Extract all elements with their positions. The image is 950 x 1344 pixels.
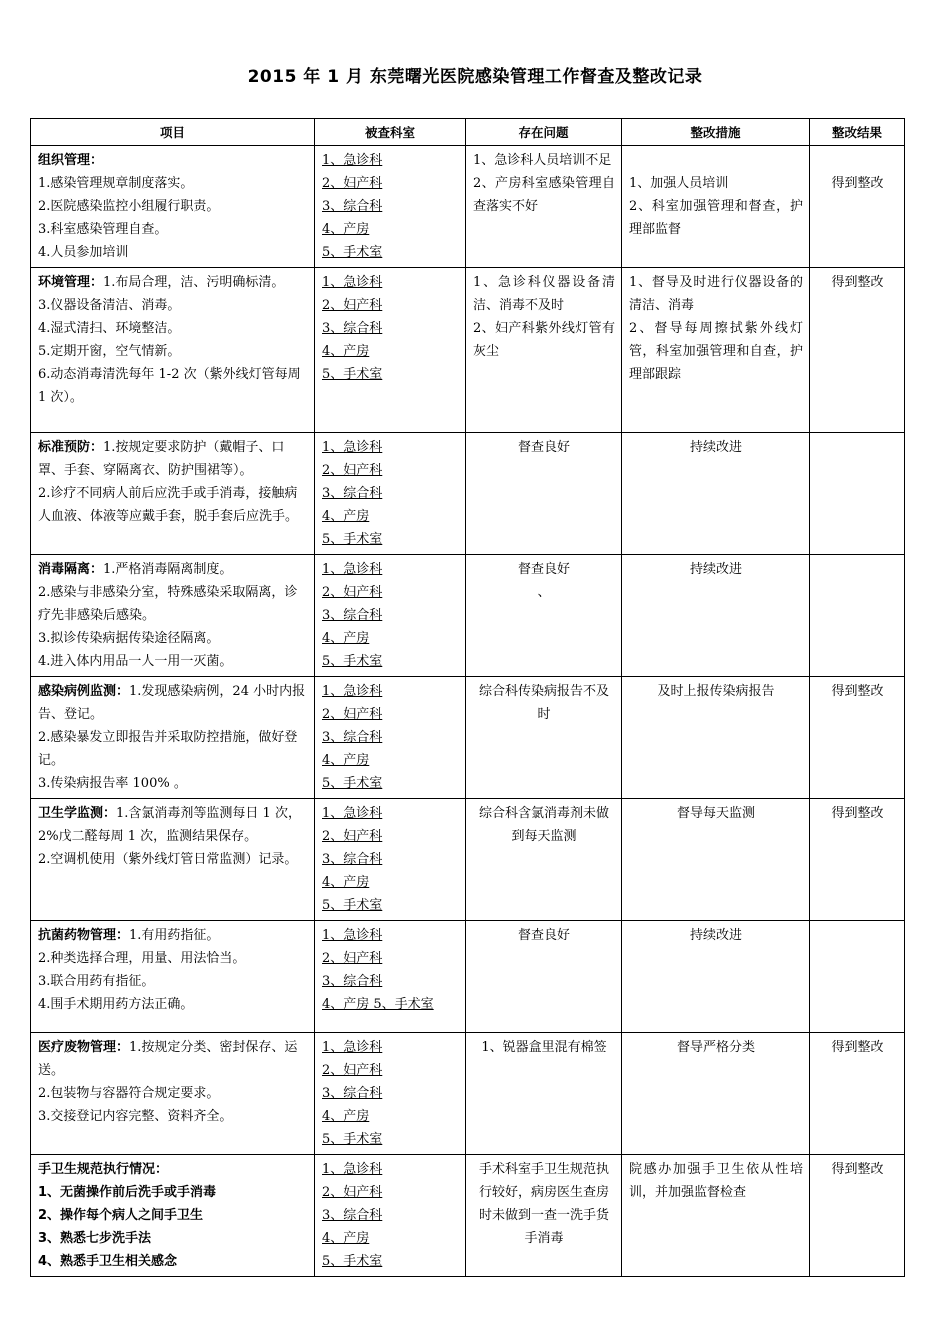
table-header-row <box>31 119 905 146</box>
item-heading: 组织管理： <box>38 153 104 168</box>
inspection-record-table <box>30 118 905 1277</box>
table-row <box>31 677 905 799</box>
measure-text: 持续改进 <box>689 562 742 577</box>
dept-link[interactable]: 2、妇产科 <box>322 1063 383 1078</box>
dept-link[interactable]: 4、产房 <box>322 344 370 359</box>
item-heading: 感染病例监测： <box>38 684 130 699</box>
problem-text: 1、急诊科人员培训不足 <box>473 153 612 168</box>
table-row <box>31 555 905 677</box>
problem-text: 督查良好 <box>517 562 570 577</box>
dept-link[interactable]: 5、手术室 <box>322 367 383 382</box>
dept-link[interactable]: 4、产房 <box>322 509 370 524</box>
dept-link[interactable]: 2、妇产科 <box>322 176 383 191</box>
item-cell <box>31 1155 315 1277</box>
item-heading: 抗菌药物管理： <box>38 928 130 943</box>
dept-link[interactable]: 5、手术室 <box>322 532 383 547</box>
item-requirement: 2.感染暴发立即报告并采取防控措施，做好登记。 <box>38 730 298 768</box>
dept-link[interactable]: 4、产房 <box>322 222 370 237</box>
result-cell <box>810 555 905 677</box>
item-cell <box>31 555 315 677</box>
dept-cell <box>315 1033 466 1155</box>
measure-cell <box>622 555 810 677</box>
dept-link[interactable]: 3、综合科 <box>322 608 383 623</box>
problem-text: 、 <box>537 585 551 600</box>
item-requirement: 2.医院感染监控小组履行职责。 <box>38 199 220 214</box>
item-requirement: 2.空调机使用（紫外线灯管日常监测）记录。 <box>38 852 298 867</box>
page-title: 2015 年 1 月 东莞曙光医院感染管理工作督查及整改记录 <box>247 67 703 87</box>
item-requirement: 4.围手术期用药方法正确。 <box>38 997 194 1012</box>
dept-cell <box>315 1155 466 1277</box>
dept-link[interactable]: 1、急诊科 <box>322 1040 383 1055</box>
problem-text: 1、急诊科仪器设备清洁、消毒不及时 <box>473 275 615 313</box>
dept-link[interactable]: 2、妇产科 <box>322 298 383 313</box>
dept-link[interactable]: 1、急诊科 <box>322 1162 383 1177</box>
table-row <box>31 433 905 555</box>
header-dept: 被查科室 <box>315 119 466 146</box>
item-heading: 消毒隔离： <box>38 562 104 577</box>
measure-text: 2、督导每周擦拭紫外线灯管，科室加强管理和自查，护理部跟踪 <box>629 321 803 382</box>
item-requirement: 6.动态消毒清洗每年 1-2 次（紫外线灯管每周 1 次）。 <box>38 367 301 405</box>
dept-link[interactable]: 4、产房 <box>322 753 370 768</box>
dept-link[interactable]: 3、综合科 <box>322 321 383 336</box>
table-row <box>31 921 905 1033</box>
measure-text: 持续改进 <box>689 928 742 943</box>
item-requirement: 2.种类选择合理，用量、用法恰当。 <box>38 951 246 966</box>
dept-link[interactable]: 3、综合科 <box>322 486 383 501</box>
measure-cell <box>622 146 810 268</box>
item-requirement: 1.按规定分类、密封保存、运送。 <box>38 1040 298 1078</box>
problem-cell <box>466 555 622 677</box>
item-requirement: 1.含氯消毒剂等监测每日 1 次，2%戊二醛每周 1 次，监测结果保存。 <box>38 806 301 844</box>
dept-link[interactable]: 2、妇产科 <box>322 707 383 722</box>
table-row <box>31 268 905 433</box>
dept-cell <box>315 921 466 1033</box>
item-cell <box>31 921 315 1033</box>
dept-link[interactable]: 3、综合科 <box>322 199 383 214</box>
dept-link[interactable]: 5、手术室 <box>322 1132 383 1147</box>
item-requirement: 2.诊疗不同病人前后应洗手或手消毒，接触病人血液、体液等应戴手套，脱手套后应洗手。 <box>38 486 299 524</box>
dept-cell <box>315 433 466 555</box>
table-row <box>31 799 905 921</box>
header-result: 整改结果 <box>810 119 905 146</box>
measure-text: 2、科室加强管理和督查，护理部监督 <box>629 199 803 237</box>
item-heading: 医疗废物管理： <box>38 1040 130 1055</box>
dept-link[interactable]: 3、综合科 <box>322 1086 383 1101</box>
item-cell <box>31 433 315 555</box>
problem-text: 督查良好 <box>517 440 570 455</box>
item-cell <box>31 677 315 799</box>
dept-link[interactable]: 1、急诊科 <box>322 275 383 290</box>
dept-link[interactable]: 1、急诊科 <box>322 153 383 168</box>
dept-cell <box>315 799 466 921</box>
problem-cell <box>466 146 622 268</box>
item-cell <box>31 146 315 268</box>
dept-link[interactable]: 5、手术室 <box>322 245 383 260</box>
dept-link[interactable]: 1、急诊科 <box>322 928 383 943</box>
dept-link[interactable]: 1、急诊科 <box>322 684 383 699</box>
item-requirement: 3.仪器设备清洁、消毒。 <box>38 298 181 313</box>
item-cell <box>31 1033 315 1155</box>
problem-text: 综合科传染病报告不及时 <box>478 684 609 722</box>
problem-cell <box>466 1155 622 1277</box>
problem-cell <box>466 1033 622 1155</box>
measure-cell <box>622 433 810 555</box>
item-requirement: 1.感染管理规章制度落实。 <box>38 176 194 191</box>
item-requirement: 4.人员参加培训 <box>38 245 129 260</box>
item-requirement: 1.严格消毒隔离制度。 <box>103 562 233 577</box>
table-row <box>31 146 905 268</box>
header-problem: 存在问题 <box>466 119 622 146</box>
problem-text: 手术科室手卫生规范执行较好，病房医生查房时未做到一查一洗手货手消毒 <box>478 1162 609 1246</box>
header-item: 项目 <box>31 119 315 146</box>
dept-link[interactable]: 3、综合科 <box>322 730 383 745</box>
problem-text: 综合科含氯消毒剂未做到每天监测 <box>478 806 609 844</box>
measure-cell <box>622 677 810 799</box>
dept-link[interactable]: 3、综合科 <box>322 1208 383 1223</box>
item-cell <box>31 268 315 433</box>
result-cell <box>810 433 905 555</box>
dept-link[interactable]: 4、产房 <box>322 631 370 646</box>
dept-cell <box>315 268 466 433</box>
measure-cell <box>622 1155 810 1277</box>
result-cell: 得到整改 <box>810 677 905 799</box>
problem-text: 2、妇产科紫外线灯管有灰尘 <box>473 321 615 359</box>
header-measure: 整改措施 <box>622 119 810 146</box>
measure-cell <box>622 799 810 921</box>
dept-link[interactable]: 1、急诊科 <box>322 440 383 455</box>
item-requirement: 4.湿式清扫、环境整洁。 <box>38 321 181 336</box>
result-cell: 得到整改 <box>810 1155 905 1277</box>
dept-link[interactable]: 3、综合科 <box>322 852 383 867</box>
problem-cell <box>466 921 622 1033</box>
result-cell: 得到整改 <box>810 1033 905 1155</box>
item-requirement: 3.传染病报告率 100% 。 <box>38 776 187 791</box>
item-heading: 环境管理： <box>38 275 104 290</box>
dept-link[interactable]: 3、综合科 <box>322 974 383 989</box>
item-heading: 手卫生规范执行情况： <box>38 1162 169 1177</box>
item-requirement: 1.按规定要求防护（戴帽子、口罩、手套、穿隔离衣、防护围裙等）。 <box>38 440 285 478</box>
result-cell: 得到整改 <box>810 146 905 268</box>
dept-link[interactable]: 1、急诊科 <box>322 806 383 821</box>
problem-cell <box>466 799 622 921</box>
measure-text: 持续改进 <box>689 440 742 455</box>
item-requirement: 3、熟悉七步洗手法 <box>38 1231 152 1246</box>
measure-text: 1、督导及时进行仪器设备的清洁、消毒 <box>629 275 803 313</box>
dept-link[interactable]: 5、手术室 <box>322 776 383 791</box>
item-requirement: 2.感染与非感染分室，特殊感染采取隔离，诊疗先非感染后感染。 <box>38 585 298 623</box>
item-requirement: 1.有用药指征。 <box>129 928 220 943</box>
item-requirement: 3.科室感染管理自查。 <box>38 222 168 237</box>
dept-cell <box>315 555 466 677</box>
dept-link[interactable]: 4、产房 5、手术室 <box>322 997 434 1012</box>
dept-cell <box>315 677 466 799</box>
item-requirement: 3.拟诊传染病据传染途径隔离。 <box>38 631 220 646</box>
dept-link[interactable]: 2、妇产科 <box>322 1185 383 1200</box>
result-cell: 得到整改 <box>810 268 905 433</box>
problem-text: 督查良好 <box>517 928 570 943</box>
problem-cell <box>466 433 622 555</box>
dept-link[interactable]: 5、手术室 <box>322 898 383 913</box>
measure-text: 督导每天监测 <box>676 806 755 821</box>
dept-link[interactable]: 5、手术室 <box>322 654 383 669</box>
item-requirement: 4、熟悉手卫生相关感念 <box>38 1254 178 1269</box>
item-requirement: 1.发现感染病例，24 小时内报告、登记。 <box>38 684 306 722</box>
measure-text: 督导严格分类 <box>676 1040 755 1055</box>
dept-link[interactable]: 5、手术室 <box>322 1254 383 1269</box>
item-heading: 卫生学监测： <box>38 806 117 821</box>
dept-link[interactable]: 4、产房 <box>322 875 370 890</box>
dept-link[interactable]: 2、妇产科 <box>322 951 383 966</box>
result-cell <box>810 921 905 1033</box>
problem-text: 2、产房科室感染管理自查落实不好 <box>473 176 615 214</box>
item-cell <box>31 799 315 921</box>
dept-link[interactable]: 1、急诊科 <box>322 562 383 577</box>
measure-text: 及时上报传染病报告 <box>657 684 775 699</box>
measure-cell <box>622 268 810 433</box>
measure-cell <box>622 921 810 1033</box>
item-heading: 标准预防： <box>38 440 104 455</box>
dept-link[interactable]: 4、产房 <box>322 1109 370 1124</box>
measure-text: 院感办加强手卫生依从性培训，并加强监督检查 <box>629 1162 803 1200</box>
problem-cell <box>466 677 622 799</box>
item-requirement: 3.交接登记内容完整、资料齐全。 <box>38 1109 233 1124</box>
table-row <box>31 1033 905 1155</box>
dept-cell <box>315 146 466 268</box>
item-requirement: 3.联合用药有指征。 <box>38 974 155 989</box>
problem-cell <box>466 268 622 433</box>
dept-link[interactable]: 2、妇产科 <box>322 463 383 478</box>
item-requirement: 1、无菌操作前后洗手或手消毒 <box>38 1185 217 1200</box>
dept-link[interactable]: 2、妇产科 <box>322 585 383 600</box>
problem-text: 1、锐器盒里混有棉签 <box>481 1040 607 1055</box>
dept-link[interactable]: 4、产房 <box>322 1231 370 1246</box>
item-requirement: 4.进入体内用品一人一用一灭菌。 <box>38 654 233 669</box>
measure-text: 1、加强人员培训 <box>629 176 729 191</box>
table-row <box>31 1155 905 1277</box>
result-cell: 得到整改 <box>810 799 905 921</box>
item-requirement: 2.包装物与容器符合规定要求。 <box>38 1086 220 1101</box>
item-requirement: 5.定期开窗，空气情新。 <box>38 344 181 359</box>
item-requirement: 2、操作每个病人之间手卫生 <box>38 1208 204 1223</box>
dept-link[interactable]: 2、妇产科 <box>322 829 383 844</box>
item-requirement: 1.布局合理，洁、污明确标清。 <box>103 275 285 290</box>
measure-cell <box>622 1033 810 1155</box>
